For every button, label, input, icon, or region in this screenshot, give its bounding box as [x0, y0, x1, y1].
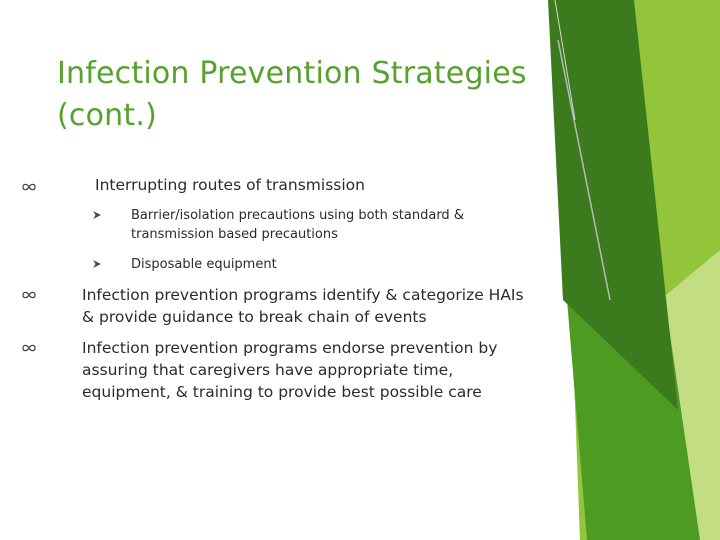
bullet-programs-endorse: Infection prevention programs endorse prevention by assuring that caregivers have appropriate time, equipment, & training to provide best possible care	[82, 339, 498, 401]
sub-bullet-barrier-precautions: Barrier/isolation precautions using both standard & transmission based precautions	[131, 208, 464, 242]
arrowhead-icon	[92, 259, 102, 269]
infinity-icon	[22, 290, 36, 300]
slide-title: Infection Prevention Strategies (cont.)	[57, 56, 527, 133]
arrowhead-icon	[92, 210, 102, 220]
infinity-icon	[22, 343, 36, 353]
sub-bullet-disposable-equipment: Disposable equipment	[131, 257, 277, 272]
bullet-interrupting-routes: Interrupting routes of transmission	[95, 176, 365, 194]
infinity-icon	[22, 182, 36, 192]
bullet-programs-identify: Infection prevention programs identify & categorize HAIs & provide guidance to break chain of events	[82, 286, 524, 326]
copyright-footer: lsevier Inc.	[533, 512, 574, 522]
